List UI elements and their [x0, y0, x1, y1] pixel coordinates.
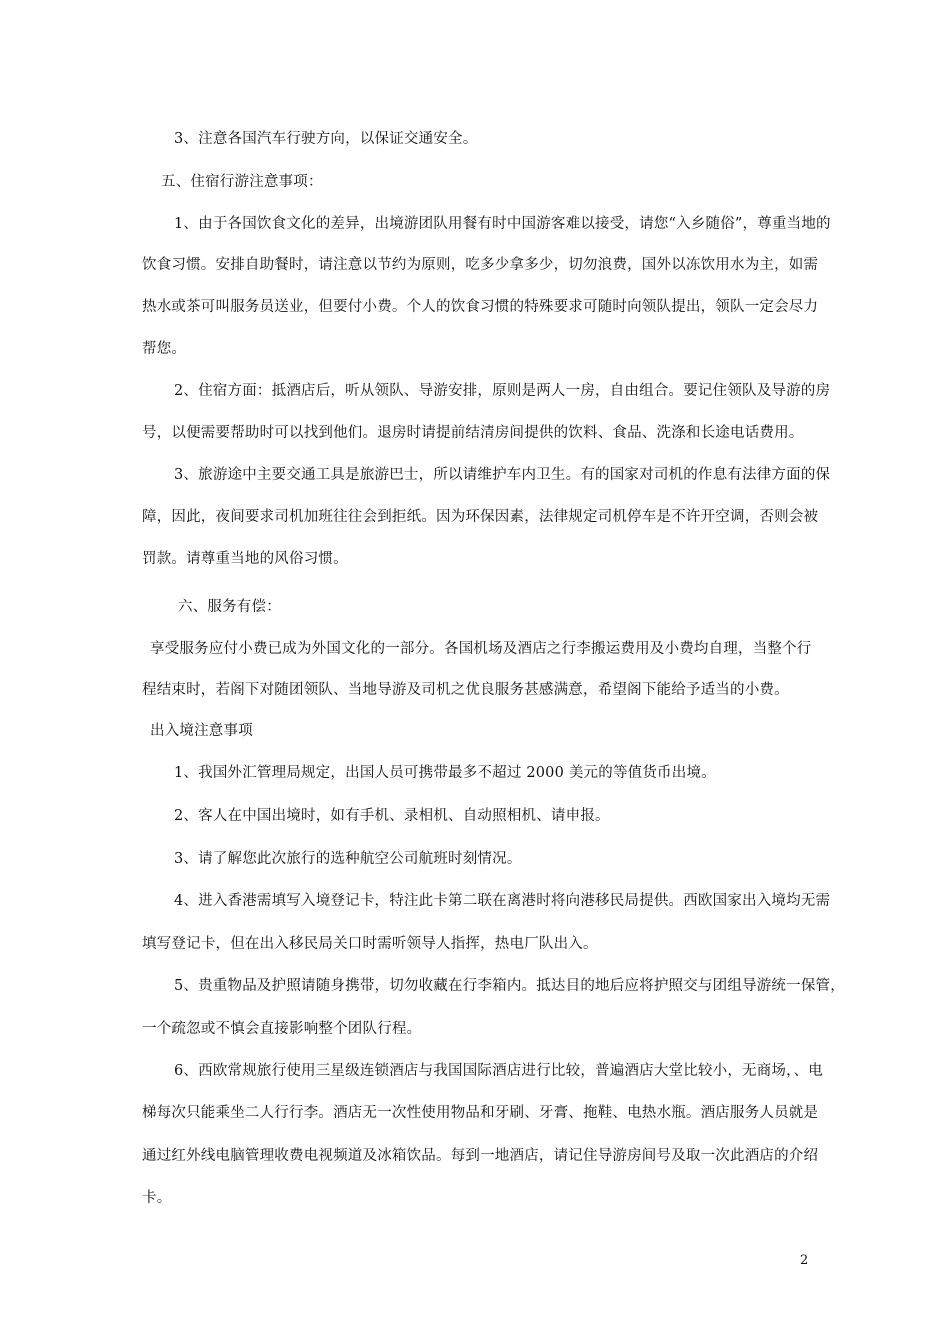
- text-line: 罚款。请尊重当地的风俗习惯。: [142, 551, 348, 567]
- text-line: 帮您。: [142, 341, 187, 357]
- section-heading: 出入境注意事项: [150, 723, 253, 739]
- text-line: 享受服务应付小费已成为外国文化的一部分。各国机场及酒店之行李搬运费用及小费均自理，当整个行: [150, 641, 812, 657]
- text-line: 程结束时，若阁下对随团领队、当地导游及司机之优良服务甚感满意，希望阁下能给予适当的小费。: [142, 682, 789, 698]
- text-line: 2、客人在中国出境时，如有手机、录相机、自动照相机、请申报。: [174, 808, 610, 824]
- text-line: 3、注意各国汽车行驶方向，以保证交通安全。: [174, 131, 478, 147]
- text-line: 梯每次只能乘坐二人行行李。酒店无一次性使用物品和牙刷、牙膏、拖鞋、电热水瓶。酒店服务人员就是: [142, 1105, 819, 1121]
- text-line: 5、贵重物品及护照请随身携带，切勿收藏在行李箱内。抵达目的地后应将护照交与团组导游统一保管，: [174, 978, 845, 994]
- text-line: 3、请了解您此次旅行的选种航空公司航班时刻情况。: [174, 851, 522, 867]
- text-line: 热水或茶可叫服务员送业，但要付小费。个人的饮食习惯的特殊要求可随时向领队提出，领队一定会尽力: [142, 299, 819, 315]
- text-line: 一个疏忽或不慎会直接影响整个团队行程。: [142, 1021, 422, 1037]
- text-line: 卡。: [142, 1190, 172, 1206]
- text-line: 2、住宿方面：抵酒店后，听从领队、导游安排，原则是两人一房，自由组合。要记住领队及导游的房: [174, 383, 831, 399]
- text-line: 1、我国外汇管理局规定，出国人员可携带最多不超过 2000 美元的等值货币出境。: [174, 765, 716, 781]
- text-line: 障，因此，夜间要求司机加班往往会到拒纸。因为环保因素，法律规定司机停车是不许开空调，否则会被: [142, 509, 819, 525]
- text-line: 1、由于各国饮食文化的差异，出境游团队用餐有时中国游客难以接受，请您“入乡随俗”，尊重当地的: [174, 216, 831, 232]
- text-line: 号，以便需要帮助时可以找到他们。退房时请提前结清房间提供的饮料、食品、洗涤和长途电话费用。: [142, 425, 804, 441]
- page-number: 2: [800, 1253, 809, 1268]
- section-heading: 五、住宿行游注意事项：: [161, 174, 323, 190]
- section-heading: 六、服务有偿：: [178, 599, 281, 615]
- text-line: 通过红外线电脑管理收费电视频道及冰箱饮品。每到一地酒店，请记住导游房间号及取一次此酒店的介绍: [142, 1148, 819, 1164]
- text-line: 6、西欧常规旅行使用三星级连锁酒店与我国国际酒店进行比较，普遍酒店大堂比较小，无商场，、电: [174, 1063, 823, 1079]
- text-line: 3、旅游途中主要交通工具是旅游巴士，所以请维护车内卫生。有的国家对司机的作息有法律方面的保: [174, 467, 831, 483]
- text-line: 饮食习惯。安排自助餐时，请注意以节约为原则，吃多少拿多少，切勿浪费，国外以冻饮用水为主，如需: [142, 257, 819, 273]
- text-line: 4、进入香港需填写入境登记卡，特注此卡第二联在离港时将向港移民局提供。西欧国家出入境均无需: [174, 893, 831, 909]
- text-line: 填写登记卡，但在出入移民局关口时需听领导人指挥，热电厂队出入。: [142, 936, 598, 952]
